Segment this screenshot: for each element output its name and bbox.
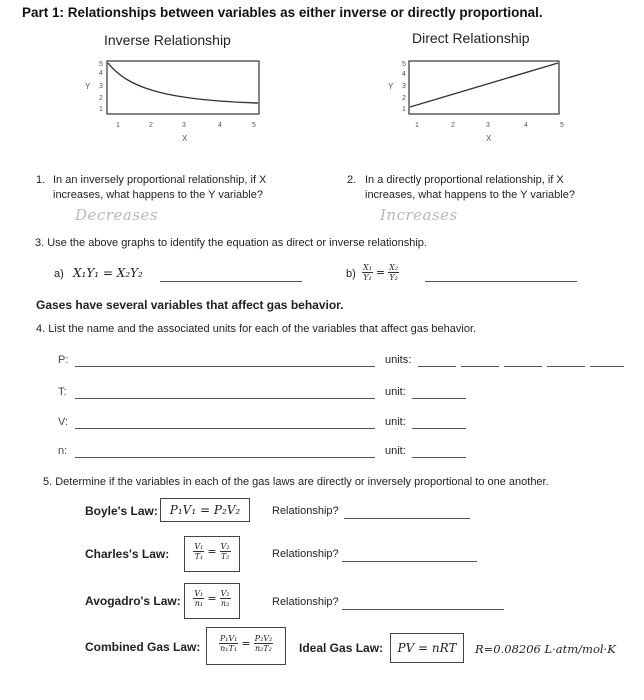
charles-relationship-label: Relationship? — [272, 548, 339, 560]
q1-line2: increases, what happens to the Y variable? — [53, 189, 263, 201]
combined-gas-law-equation: $\frac{\text{P₁V₁}}{\text{n₁T₁}}$ = $\frac{\text{P₂V₂}}{\text{n₂T₂}}$ — [219, 634, 273, 653]
q2-number: 2. — [347, 174, 357, 186]
q3-b-equation: $\frac{\text{X₁}}{\text{Y₁}}$ = $\frac{\text{X₂}}{\text{Y₂}}$ — [363, 263, 399, 282]
q3-b-answer-line[interactable] — [425, 281, 577, 282]
direct-xtick-5: 5 — [560, 122, 564, 129]
direct-xtick-2: 2 — [451, 122, 455, 129]
combined-gas-law-label: Combined Gas Law: — [85, 640, 201, 654]
charles-law-equation: $\frac{\text{V₁}}{\text{T₁}}$ = $\frac{\text{V₂}}{\text{T₂}}$ — [194, 542, 230, 561]
variable-t-unit-label: unit: — [385, 386, 406, 398]
direct-ytick-4: 4 — [402, 71, 406, 78]
q3-text: 3. Use the above graphs to identify the equation as direct or inverse relationship. — [35, 237, 427, 249]
q5-text: 5. Determine if the variables in each of the gas laws are directly or inversely proportional to one another. — [43, 476, 549, 488]
charles-den1: T₁ — [194, 552, 204, 561]
q3-b-den2: Y₂ — [389, 273, 398, 282]
charles-law-label: Charles's Law: — [85, 547, 170, 561]
combined-num2: P₂V₂ — [254, 634, 273, 643]
q2-line1: In a directly proportional relationship, if X — [365, 174, 564, 186]
direct-y-label: Y — [388, 82, 394, 91]
q3-b-den1: Y₁ — [363, 273, 372, 282]
variable-v-name-line[interactable] — [75, 428, 375, 429]
inverse-curve — [108, 63, 258, 103]
inverse-xtick-1: 1 — [116, 122, 120, 129]
avogadro-relationship-label: Relationship? — [272, 596, 339, 608]
direct-graph-title: Direct Relationship — [412, 30, 530, 46]
inverse-xtick-4: 4 — [218, 122, 222, 129]
boyles-relationship-line[interactable] — [344, 518, 470, 519]
q3-a-answer-line[interactable] — [160, 281, 302, 282]
variable-t-name-line[interactable] — [75, 398, 375, 399]
q1-number: 1. — [36, 174, 46, 186]
inverse-xtick-2: 2 — [149, 122, 153, 129]
inverse-x-label: X — [182, 134, 188, 143]
q2-answer: Increases — [380, 206, 458, 224]
variable-t-unit-line[interactable] — [412, 398, 466, 399]
q1-line1: In an inversely proportional relationship, if X — [53, 174, 267, 186]
charles-num2: V₂ — [220, 542, 230, 551]
gases-heading: Gases have several variables that affect gas behavior. — [36, 298, 344, 312]
variable-p-unit-line-5[interactable] — [590, 366, 624, 367]
part-title: Part 1: Relationships between variables as either inverse or directly proportional. — [22, 5, 543, 20]
avogadro-den2: n₂ — [220, 599, 230, 608]
q2-line2: increases, what happens to the Y variable? — [365, 189, 575, 201]
q1-answer: Decreases — [75, 206, 159, 224]
charles-den2: T₂ — [220, 552, 230, 561]
variable-n-unit-label: unit: — [385, 445, 406, 457]
avogadro-den1: n₁ — [194, 599, 204, 608]
q3-b-label: b) — [346, 268, 356, 280]
variable-p-unit-line-4[interactable] — [547, 366, 585, 367]
combined-den1: n₁T₁ — [220, 644, 238, 653]
q3-b-num2: X₂ — [389, 263, 399, 272]
combined-num1: P₁V₁ — [219, 634, 238, 643]
inverse-ytick-4: 4 — [99, 70, 103, 77]
inverse-ytick-1: 1 — [99, 106, 103, 113]
avogadro-relationship-line[interactable] — [342, 609, 504, 610]
variable-t-label: T: — [58, 386, 67, 398]
ideal-gas-law-equation: PV = nRT — [397, 641, 457, 655]
avogadro-num1: V₁ — [194, 589, 204, 598]
direct-ytick-1: 1 — [402, 106, 406, 113]
variable-v-label: V: — [58, 416, 68, 428]
direct-xtick-1: 1 — [415, 122, 419, 129]
charles-num1: V₁ — [194, 542, 204, 551]
charles-law-equation-box — [184, 536, 240, 572]
inverse-xtick-5: 5 — [252, 122, 256, 129]
ideal-gas-law-equation-box — [390, 633, 464, 663]
variable-n-name-line[interactable] — [75, 457, 375, 458]
variable-v-unit-line[interactable] — [412, 428, 466, 429]
q4-text: 4. List the name and the associated units for each of the variables that affect gas behavior. — [36, 323, 477, 335]
avogadro-num2: V₂ — [220, 589, 230, 598]
ideal-gas-law-label: Ideal Gas Law: — [299, 641, 384, 655]
charles-relationship-line[interactable] — [342, 561, 477, 562]
combined-gas-law-equation-box — [206, 627, 286, 665]
avogadro-law-equation: $\frac{\text{V₁}}{\text{n₁}}$ = $\frac{\text{V₂}}{\text{n₂}}$ — [194, 589, 230, 608]
variable-p-label: P: — [58, 354, 69, 366]
variable-p-unit-line-1[interactable] — [418, 366, 456, 367]
q3-a-label: a) — [54, 268, 64, 280]
variable-v-unit-label: unit: — [385, 416, 406, 428]
variable-p-unit-line-2[interactable] — [461, 366, 499, 367]
avogadro-law-equation-box — [184, 583, 240, 619]
inverse-xtick-3: 3 — [182, 122, 186, 129]
q3-b-num1: X₁ — [363, 263, 372, 272]
variable-p-unit-line-3[interactable] — [504, 366, 542, 367]
direct-ytick-2: 2 — [402, 95, 406, 102]
direct-xtick-3: 3 — [486, 122, 490, 129]
boyles-law-equation: P₁V₁ = P₂V₂ — [169, 503, 241, 517]
variable-p-name-line[interactable] — [75, 366, 375, 367]
boyles-law-equation-box — [160, 498, 250, 522]
direct-ytick-3: 3 — [402, 83, 406, 90]
variable-p-units-label: units: — [385, 354, 412, 366]
boyles-relationship-label: Relationship? — [272, 505, 339, 517]
inverse-graph — [82, 55, 282, 150]
variable-n-unit-line[interactable] — [412, 457, 466, 458]
direct-graph — [386, 55, 586, 150]
inverse-ytick-5: 5 — [99, 61, 103, 68]
q3-a-equation: X₁Y₁ = X₂Y₂ — [73, 266, 143, 280]
avogadro-law-label: Avogadro's Law: — [85, 594, 181, 608]
inverse-ytick-3: 3 — [99, 83, 103, 90]
inverse-y-label: Y — [85, 82, 91, 91]
inverse-ytick-2: 2 — [99, 95, 103, 102]
direct-ytick-5: 5 — [402, 61, 406, 68]
inverse-graph-title: Inverse Relationship — [104, 32, 231, 48]
direct-x-label: X — [486, 134, 492, 143]
variable-n-label: n: — [58, 445, 68, 457]
inverse-plot-box — [107, 61, 259, 114]
direct-xtick-4: 4 — [524, 122, 528, 129]
boyles-law-label: Boyle's Law: — [85, 504, 158, 518]
combined-den2: n₂T₂ — [254, 644, 272, 653]
direct-line — [410, 63, 558, 107]
ideal-gas-constant: R=0.08206 L·atm/mol·K — [475, 642, 616, 656]
